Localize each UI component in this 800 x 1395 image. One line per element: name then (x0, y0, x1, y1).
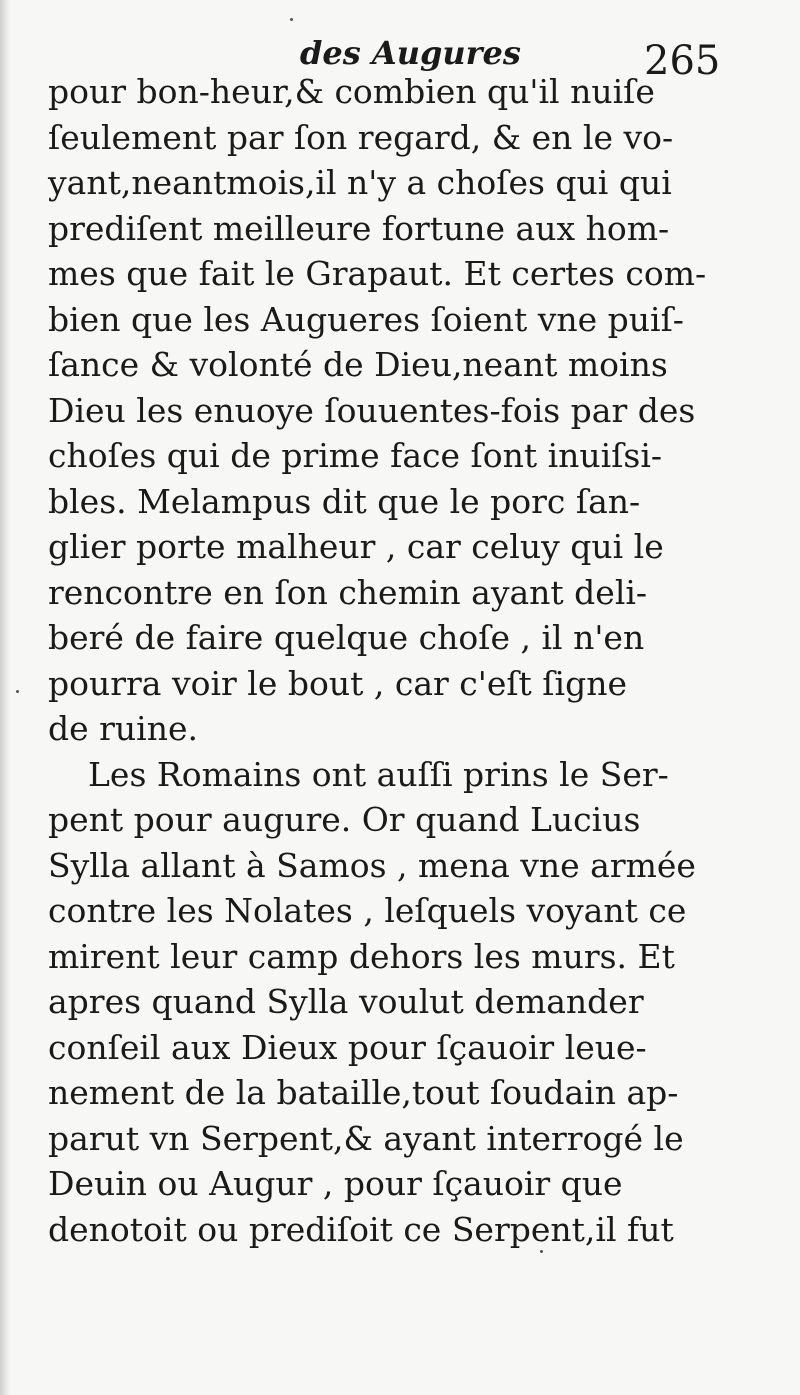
text-line: Dieu les enuoye ſouuentes-fois par des (48, 390, 696, 430)
running-head: des Augures (300, 34, 521, 72)
text-line: mes que fait le Grapaut. Et certes com- (48, 254, 707, 293)
text-line: mirent leur camp dehors les murs. Et (48, 936, 675, 976)
text-line: Deuin ou Augur , pour ſçauoir que (48, 1164, 623, 1203)
paper-speck (290, 18, 293, 21)
text-line: contre les Nolates , leſquels voyant ce (48, 891, 687, 930)
text-line: pour bon-heur,& combien qu'il nuiſe (48, 72, 655, 111)
text-line: beré de faire quelque choſe , il n'en (48, 618, 645, 657)
text-line: denotoit ou prediſoit ce Serpent,il fut (48, 1209, 674, 1249)
text-line: rencontre en ſon chemin ayant deli- (48, 572, 648, 612)
text-line: nement de la bataille,tout ſoudain ap- (48, 1073, 679, 1112)
text-line: ſance & volonté de Dieu,neant moins (48, 345, 668, 384)
text-line: de ruine. (48, 709, 198, 748)
paper-speck (540, 1250, 543, 1253)
page-number: 265 (644, 38, 721, 84)
text-line: bien que les Augueres ſoient vne puiſ- (48, 299, 684, 339)
text-line: ſeulement par ſon regard, & en le vo- (48, 117, 674, 157)
text-line: pourra voir le bout , car c'eſt ſigne (48, 663, 627, 703)
text-line: glier porte malheur , car celuy qui le (48, 527, 664, 566)
text-line: Sylla allant à Samos , mena vne armée (48, 845, 696, 885)
text-line: pent pour augure. Or quand Lucius (48, 800, 641, 839)
paragraph-start-line: Les Romains ont auſſi prins le Ser- (88, 754, 669, 794)
text-line: prediſent meilleure fortune aux hom- (48, 208, 670, 248)
text-line: choſes qui de prime face ſont inuiſsi- (48, 436, 663, 475)
text-line: parut vn Serpent,& ayant interrogé le (48, 1118, 684, 1158)
body-text (48, 69, 744, 1252)
text-line: bles. Melampus dit que le porc ſan- (48, 481, 641, 521)
text-line: yant,neantmois,il n'y a choſes qui qui (48, 163, 672, 202)
text-line: conſeil aux Dieux pour ſçauoir leue- (48, 1027, 647, 1067)
paper-speck (16, 690, 19, 693)
text-line: apres quand Sylla voulut demander (48, 982, 644, 1021)
